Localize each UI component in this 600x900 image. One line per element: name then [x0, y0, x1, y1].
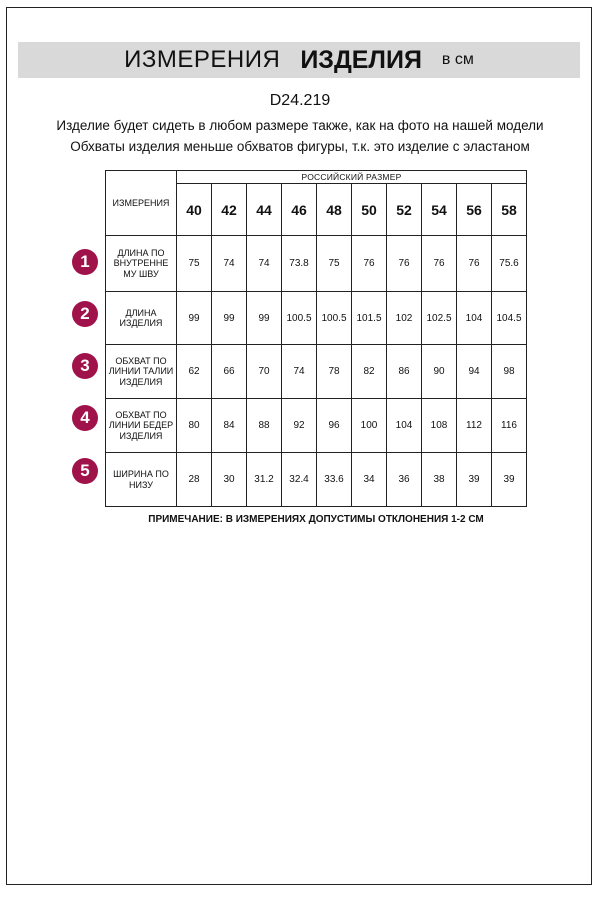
table-cell: 99	[177, 292, 212, 345]
row-number-badge-4: 4	[72, 405, 98, 431]
size-header: 50	[352, 184, 387, 236]
table-cell: 76	[457, 236, 492, 292]
table-cell: 39	[457, 453, 492, 507]
russian-size-header: РОССИЙСКИЙ РАЗМЕР	[177, 171, 527, 184]
size-header: 52	[387, 184, 422, 236]
table-cell: 74	[247, 236, 282, 292]
table-cell: 73.8	[282, 236, 317, 292]
row-label-length: ДЛИНА ИЗДЕЛИЯ	[106, 292, 177, 345]
size-header: 58	[492, 184, 527, 236]
table-cell: 102.5	[422, 292, 457, 345]
title-banner	[18, 42, 580, 78]
row-number-badge-2: 2	[72, 301, 98, 327]
table-row	[106, 292, 527, 345]
table-cell: 76	[387, 236, 422, 292]
table-cell: 84	[212, 399, 247, 453]
article-number: D24.219	[269, 92, 331, 109]
row-label-waist: ОБХВАТ ПО ЛИНИИ ТАЛИИ ИЗДЕЛИЯ	[106, 345, 177, 399]
table-cell: 104	[387, 399, 422, 453]
table-row	[106, 399, 527, 453]
table-cell: 92	[282, 399, 317, 453]
table-cell: 98	[492, 345, 527, 399]
table-cell: 108	[422, 399, 457, 453]
row-number-badge-5: 5	[72, 458, 98, 484]
size-header: 40	[177, 184, 212, 236]
elastane-note: Обхваты изделия меньше обхватов фигуры, т.к. это изделие с эластаном	[70, 139, 530, 154]
fit-note: Изделие будет сидеть в любом размере также, как на фото на нашей модели	[56, 118, 544, 133]
row-label-hem-width: ШИРИНА ПО НИЗУ	[106, 453, 177, 507]
table-row	[106, 345, 527, 399]
table-cell: 34	[352, 453, 387, 507]
table-cell: 88	[247, 399, 282, 453]
table-cell: 75.6	[492, 236, 527, 292]
table-cell: 96	[317, 399, 352, 453]
table-cell: 86	[387, 345, 422, 399]
table-cell: 39	[492, 453, 527, 507]
table-cell: 62	[177, 345, 212, 399]
table-cell: 30	[212, 453, 247, 507]
table-cell: 32.4	[282, 453, 317, 507]
table-cell: 99	[212, 292, 247, 345]
table-cell: 75	[177, 236, 212, 292]
table-cell: 102	[387, 292, 422, 345]
table-cell: 104	[457, 292, 492, 345]
table-cell: 75	[317, 236, 352, 292]
measurements-header: ИЗМЕРЕНИЯ	[106, 171, 177, 236]
table-cell: 76	[422, 236, 457, 292]
table-cell: 78	[317, 345, 352, 399]
table-cell: 82	[352, 345, 387, 399]
row-number-badge-1: 1	[72, 249, 98, 275]
table-cell: 74	[212, 236, 247, 292]
table-cell: 28	[177, 453, 212, 507]
size-header: 42	[212, 184, 247, 236]
size-header: 46	[282, 184, 317, 236]
table-cell: 33.6	[317, 453, 352, 507]
table-cell: 100.5	[317, 292, 352, 345]
table-cell: 116	[492, 399, 527, 453]
table-cell: 70	[247, 345, 282, 399]
title-measurements: ИЗМЕРЕНИЯ	[124, 46, 281, 73]
table-cell: 66	[212, 345, 247, 399]
size-header: 56	[457, 184, 492, 236]
table-cell: 99	[247, 292, 282, 345]
title-units: в см	[441, 51, 474, 68]
row-label-inseam: ДЛИНА ПО ВНУТРЕННЕ МУ ШВУ	[106, 236, 177, 292]
size-chart-table	[105, 170, 527, 507]
row-label-hips: ОБХВАТ ПО ЛИНИИ БЕДЕР ИЗДЕЛИЯ	[106, 399, 177, 453]
table-cell: 112	[457, 399, 492, 453]
size-header: 48	[317, 184, 352, 236]
size-header: 54	[422, 184, 457, 236]
table-cell: 36	[387, 453, 422, 507]
table-cell: 94	[457, 345, 492, 399]
title-product: ИЗДЕЛИЯ	[300, 45, 422, 74]
size-header: 44	[247, 184, 282, 236]
table-cell: 76	[352, 236, 387, 292]
table-cell: 100	[352, 399, 387, 453]
table-cell: 38	[422, 453, 457, 507]
tolerance-note: ПРИМЕЧАНИЕ: В ИЗМЕРЕНИЯХ ДОПУСТИМЫ ОТКЛОНЕНИЯ 1-2 СМ	[148, 514, 484, 525]
table-row	[106, 453, 527, 507]
table-cell: 80	[177, 399, 212, 453]
table-cell: 31.2	[247, 453, 282, 507]
table-cell: 104.5	[492, 292, 527, 345]
table-row	[106, 236, 527, 292]
table-cell: 101.5	[352, 292, 387, 345]
table-cell: 100.5	[282, 292, 317, 345]
table-cell: 74	[282, 345, 317, 399]
row-number-badge-3: 3	[72, 353, 98, 379]
table-cell: 90	[422, 345, 457, 399]
